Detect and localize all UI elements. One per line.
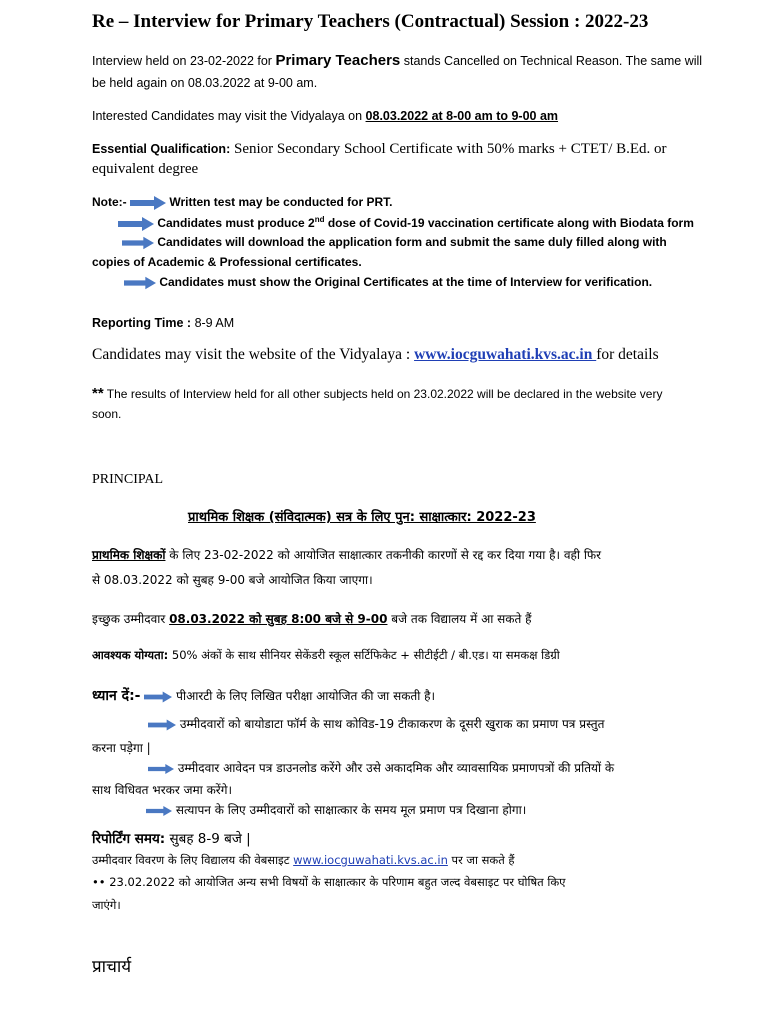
results-note-line2: soon. xyxy=(92,407,122,421)
arrow-right-icon xyxy=(146,804,172,818)
hindi-note-item-2: उम्मीदवारों को बायोडाटा फॉर्म के साथ कोविड-19 टीकाकरण के दूसरी खुराक का प्रमाण पत्र प्रस्तुत xyxy=(179,717,605,731)
arrow-right-icon xyxy=(122,236,154,250)
principal-signature: PRINCIPAL xyxy=(92,472,164,487)
note-line-2 xyxy=(118,215,694,231)
hindi-note-item-3: उम्मीदवार आवेदन पत्र डाउनलोड करेंगे और उसे अकादमिक और व्यावसायिक प्रमाणपत्रों की प्रतियों के xyxy=(177,761,615,775)
hindi-website-line: उम्मीदवार विवरण के लिए विद्यालय की वेबसाइट www.iocguwahati.kvs.ac.in पर जा सकते हैं xyxy=(92,853,515,867)
note-item-1: Written test may be conducted for PRT. xyxy=(169,195,393,209)
page-title: Re – Interview for Primary Teachers (Contractual) Session : 2022-23 xyxy=(92,11,649,32)
arrow-right-icon xyxy=(124,276,156,290)
hindi-principal-signature: प्राचार्य xyxy=(92,957,132,977)
hindi-note-item-2-line2: करना पड़ेगा | xyxy=(92,741,151,755)
note-item-2: Candidates must produce 2nd dose of Covid-19 vaccination certificate along with Biodata form xyxy=(157,215,694,230)
hindi-note-item-4: सत्यापन के लिए उम्मीदवारों को साक्षात्कार के समय मूल प्रमाण पत्र दिखाना होगा। xyxy=(175,803,527,817)
hindi-note-line-3 xyxy=(148,759,614,776)
hindi-note-item-3-line2: साथ विधिवत भरकर जमा करेंगे। xyxy=(92,783,233,797)
note-item-3: Candidates will download the application form and submit the same duly filled along with xyxy=(157,235,667,249)
essential-qualification: Essential Qualification: Senior Secondary School Certificate with 50% marks + CTET/ B.Ed. or xyxy=(92,141,667,157)
hindi-note-line-1 xyxy=(92,686,435,705)
note-label: Note:- xyxy=(92,195,127,209)
arrow-right-icon xyxy=(144,690,172,704)
hindi-reporting-time: रिपोर्टिंग समय: सुबह 8-9 बजे | xyxy=(92,831,251,847)
hindi-note-item-1: पीआरटी के लिए लिखित परीक्षा आयोजित की जा सकती है। xyxy=(176,689,436,703)
arrow-right-icon xyxy=(148,718,176,732)
note-line-3 xyxy=(122,235,667,250)
reporting-time: Reporting Time : 8-9 AM xyxy=(92,316,235,330)
hindi-paragraph-cancelled: प्राथमिक शिक्षकों के लिए 23-02-2022 को आयोजित साक्षात्कार तकनीकी कारणों से रद्द कर दिया गया है। वही फिर xyxy=(92,548,602,562)
hindi-note-label: ध्यान दें:- xyxy=(92,688,141,704)
hindi-note-line-2 xyxy=(148,715,604,732)
essential-qualification-line2: equivalent degree xyxy=(92,161,199,177)
note-line-4 xyxy=(124,275,652,290)
results-note: ** The results of Interview held for all other subjects held on 23.02.2022 will be declared in the website very xyxy=(92,385,663,402)
website-link[interactable]: www.iocguwahati.kvs.ac.in xyxy=(414,346,597,363)
hindi-website-link[interactable]: www.iocguwahati.kvs.ac.in xyxy=(293,853,448,867)
hindi-paragraph-visit: इच्छुक उम्मीदवार 08.03.2022 को सुबह 8:00 बजे से 9-00 बजे तक विद्यालय में आ सकते हैं xyxy=(92,612,532,626)
hindi-note-line-4 xyxy=(146,801,526,818)
paragraph-visit-date: Interested Candidates may visit the Vidyalaya on 08.03.2022 at 8-00 am to 9-00 am xyxy=(92,109,559,123)
hindi-title: प्राथमिक शिक्षक (संविदात्मक) सत्र के लिए पुन: साक्षात्कार: 2022-23 xyxy=(188,510,536,525)
arrow-right-icon xyxy=(118,217,154,231)
hindi-qualification: आवश्यक योग्यता: 50% अंकों के साथ सीनियर सेकेंडरी स्कूल सर्टिफिकेट + सीटीईटी / बी.एड। या समकक्ष डिग्री xyxy=(92,648,560,662)
hindi-paragraph-cancelled-line2: से 08.03.2022 को सुबह 9-00 बजे आयोजित किया जाएगा। xyxy=(92,573,373,587)
hindi-results-note-line2: जाएंगे। xyxy=(92,898,121,912)
note-item-3-line2: copies of Academic & Professional certificates. xyxy=(92,255,362,269)
hindi-results-note: •• 23.02.2022 को आयोजित अन्य सभी विषयों के साक्षात्कार के परिणाम बहुत जल्द वेबसाइट पर घोषित किए xyxy=(92,875,566,889)
arrow-right-icon xyxy=(148,762,174,776)
note-line-1 xyxy=(92,195,393,210)
paragraph-cancelled-line2: be held again on 08.03.2022 at 9-00 am. xyxy=(92,76,318,90)
paragraph-cancelled: Interview held on 23-02-2022 for Primary Teachers stands Cancelled on Technical Reason. The same will xyxy=(92,52,703,69)
arrow-right-icon xyxy=(130,196,166,210)
note-item-4: Candidates must show the Original Certificates at the time of Interview for verification. xyxy=(159,275,653,289)
website-line: Candidates may visit the website of the Vidyalaya : www.iocguwahati.kvs.ac.in for details xyxy=(92,346,659,363)
